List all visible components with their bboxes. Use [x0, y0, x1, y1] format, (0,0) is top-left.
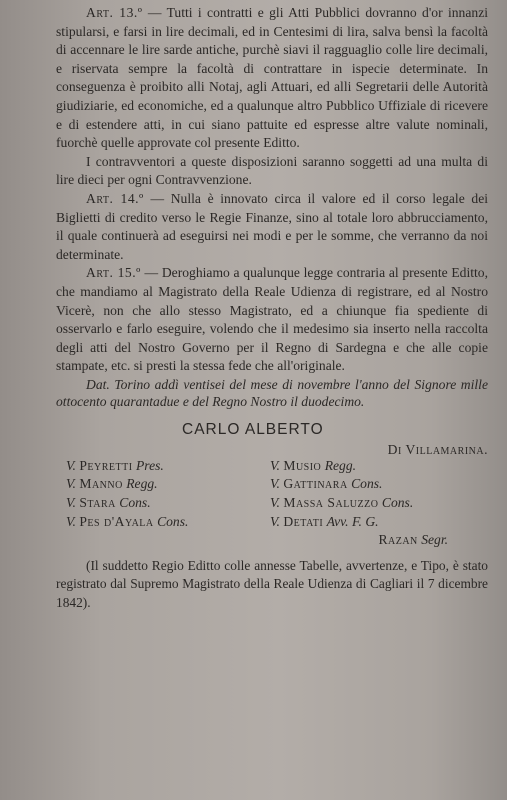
article-body: — Deroghiamo a qualunque legge contraria al presente Editto, che mandiamo al Magistrato della Reale Udienza di registrare, ed al Nostro Vicerè, non che allo stesso Magistrato, ed a chiunque fia spediente di osservarlo e farlo eseguire, volendo che il medesimo sia inserto nella raccolta degli atti del Nostro Governo per il Regno di Sardegna e che alle copie stampate, etc. si presti la stessa fede che all'originale. — [56, 265, 488, 374]
secretary-signature: Razan Segr. — [378, 531, 448, 547]
signer: V. Detati Avv. F. G. — [270, 513, 379, 529]
countersigners-left — [66, 457, 188, 531]
paragraph-body: I contravventori a queste disposizioni saranno soggetti ad una multa di lire dieci per ogni Contravvenzione. — [56, 153, 488, 188]
signer: V. Stara Cons. — [66, 495, 151, 511]
signer: V. Peyretti Pres. — [66, 457, 164, 473]
signer: V. Pes d'Ayala Cons. — [66, 513, 189, 529]
signer: V. Manno Regg. — [66, 476, 158, 492]
countersigners-right — [270, 457, 413, 531]
minister-signature: Di Villamarina. — [387, 441, 488, 457]
article-label: Art. 13.º — [86, 5, 143, 20]
king-signature: CARLO ALBERTO — [182, 420, 324, 438]
article-body: — Tutti i contratti e gli Atti Pubblici dovranno d'or innanzi stipularsi, e farsi in lire decimali, ed in Centesimi di lira, salva bensì la facoltà di accennare le lire sarde antiche, purchè siavi il ragguaglio colle lire decimali, e riservata sempre la facoltà di contrattare in ispecie determinate. In conseguenza è proibito alli Notaj, agli Attuari, ed alli Segretarii delle Autorità giudiziarie, ed economiche, ed a qualunque altro Pubblico Uffiziale di ricevere e di estendere atti, in cui siano pattuite ed espresse altre valute nominali, fuorchè quelle approvate col presente Editto. — [56, 5, 489, 151]
article-15 — [56, 264, 488, 376]
signature-block — [56, 411, 488, 457]
signer: V. Massa Saluzzo Cons. — [270, 495, 414, 511]
edict-text — [56, 4, 488, 613]
signer: V. Gattinara Cons. — [270, 476, 383, 492]
penalty-paragraph — [56, 153, 488, 190]
dated-line: Dat. Torino addì ventisei del mese di novembre l'anno del Signore mille ottocento quarantadue e del Regno Nostro il duodecimo. — [56, 376, 488, 410]
article-label: Art. 14.º — [86, 190, 144, 206]
signer: V. Musio Regg. — [270, 457, 357, 473]
article-14 — [56, 190, 488, 264]
article-label: Art. 15.º — [86, 265, 141, 281]
registration-note: (Il suddetto Regio Editto colle annesse Tabelle, avvertenze, e Tipo, è stato registrato dal Supremo Magistrato della Reale Udienza di Cagliari il 7 dicembre 1842). — [56, 557, 488, 611]
countersigners — [56, 457, 488, 557]
article-body: — Nulla è innovato circa il valore ed il corso legale dei Biglietti di credito verso le Regie Finanze, sino al totale loro abbrucciamento, il quale continuerà ad eseguirsi nei modi e per le somme, che verranno da noi determinate. — [56, 190, 489, 262]
article-13 — [56, 4, 488, 153]
